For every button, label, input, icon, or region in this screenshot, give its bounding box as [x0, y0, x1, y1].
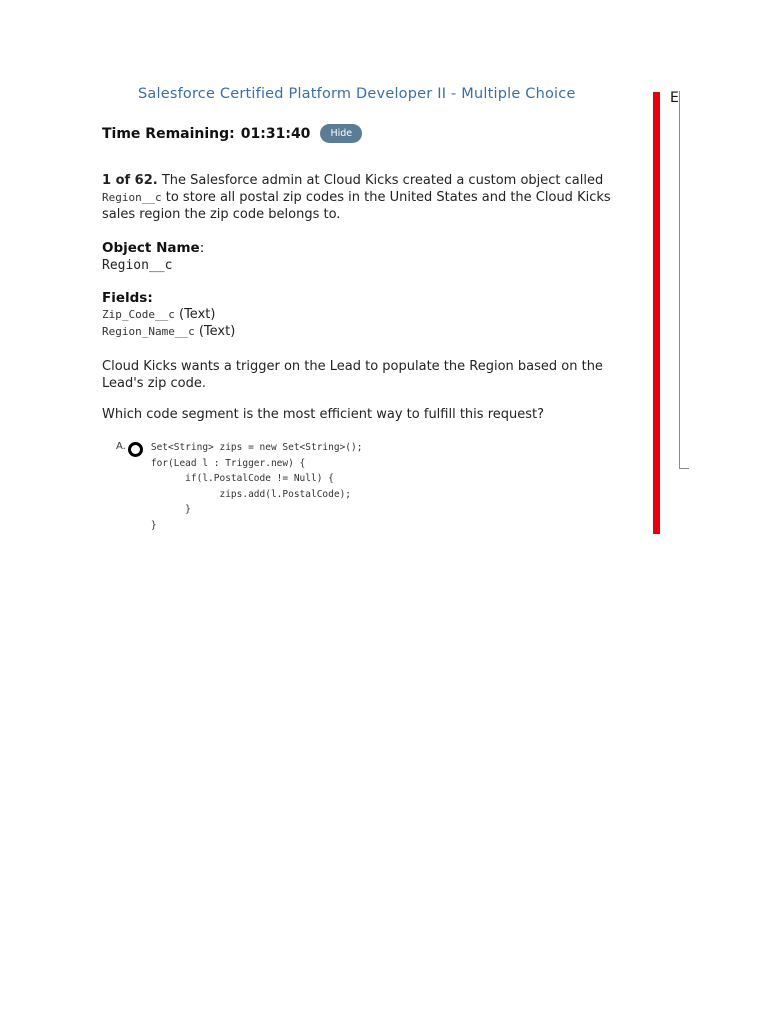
object-name-heading-text: Object Name [102, 240, 200, 256]
field-type: (Text) [198, 324, 236, 339]
answer-option-a[interactable] [116, 440, 362, 533]
timer-value: 01:31:40 [240, 125, 311, 142]
question-object-code: Region__c [102, 191, 162, 204]
red-divider-bar [653, 92, 660, 534]
timer-row [102, 124, 362, 143]
option-letter: A. [116, 441, 126, 452]
question-text-part1: The Salesforce admin at Cloud Kicks created a custom object called [161, 173, 604, 188]
field-code: Zip_Code__c [102, 308, 175, 321]
fields-heading: Fields: [102, 290, 153, 306]
object-name-heading [102, 240, 204, 256]
object-name-colon: : [199, 240, 205, 256]
timer-label: Time Remaining: [102, 125, 235, 142]
side-panel-label: E [670, 90, 679, 106]
side-panel-bottom-border [679, 468, 689, 469]
exam-title: Salesforce Certified Platform Developer II - Multiple Choice [138, 86, 576, 102]
field-item [102, 324, 235, 339]
option-code: Set<String> zips = new Set<String>(); for(Lead l : Trigger.new) { if(l.PostalCode != Null) { zips.add(l.PostalCode); } } [150, 442, 363, 531]
question-text-part2: to store all postal zip codes in the United States and the Cloud Kicks sales region the zip code belongs to. [102, 190, 611, 222]
radio-button-icon[interactable] [128, 442, 143, 457]
object-name-value: Region__c [102, 258, 173, 273]
field-item [102, 307, 215, 322]
question-number: 1 of 62. [102, 173, 158, 188]
question-prompt: Which code segment is the most efficient way to fulfill this request? [102, 407, 545, 422]
question-text [102, 172, 632, 223]
hide-timer-button[interactable]: Hide [320, 124, 362, 143]
side-panel-border [679, 91, 680, 469]
field-type: (Text) [179, 307, 216, 322]
side-panel [668, 88, 768, 470]
requirement-text: Cloud Kicks wants a trigger on the Lead to populate the Region based on the Lead's zip code. [102, 359, 603, 391]
field-code: Region_Name__c [102, 325, 195, 338]
